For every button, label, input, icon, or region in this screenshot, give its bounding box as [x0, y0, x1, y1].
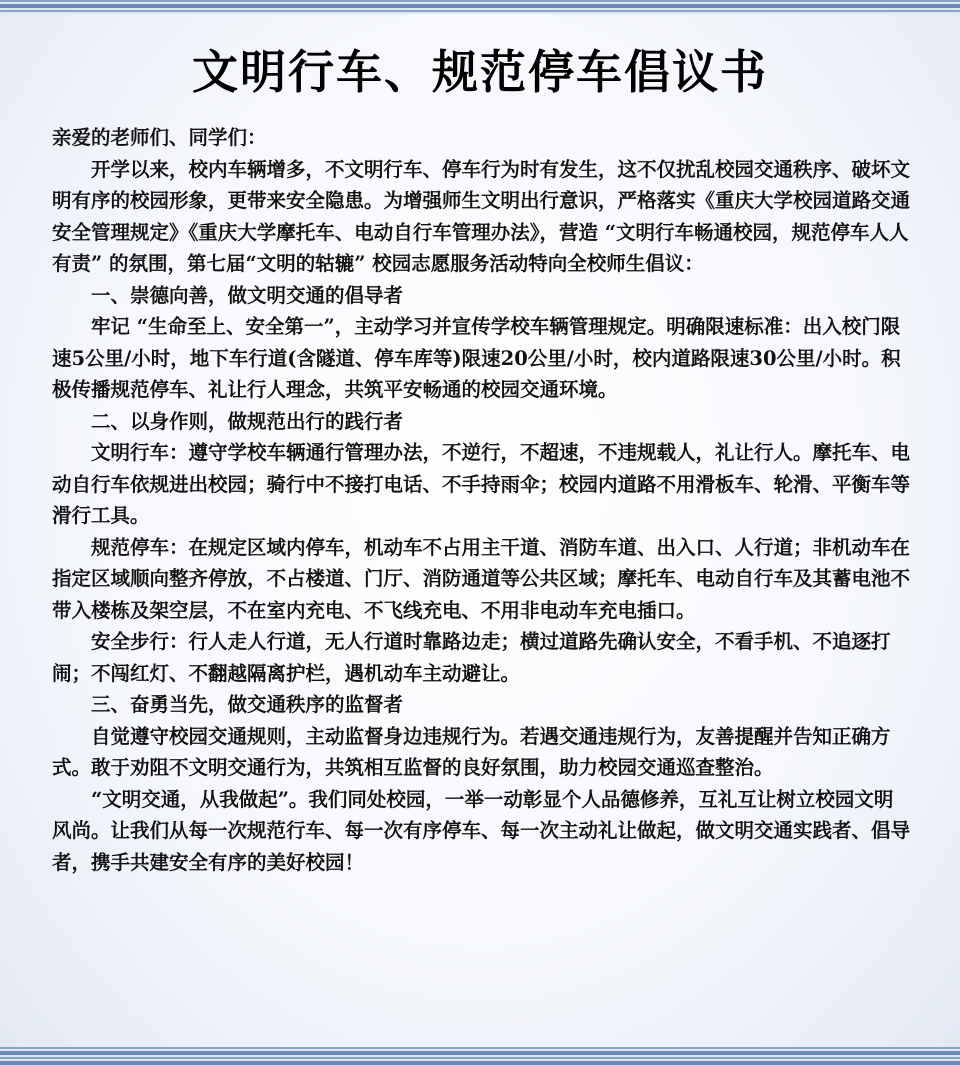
document-body [52, 122, 912, 878]
greeting: 亲爱的老师们、同学们： [52, 126, 267, 149]
section-3-paragraph-1: 自觉遵守校园交通规则，主动监督身边违规行为。若遇交通违规行为，友善提醒并告知正确方式。敢于劝阻不文明交通行为，共筑相互监督的良好氛围，助力校园交通巡查整治。 [52, 724, 891, 779]
intro-paragraph: 开学以来，校内车辆增多，不文明行车、停车行为时有发生，这不仅扰乱校园交通秩序、破坏文明有序的校园形象，更带来安全隐患。为增强师生文明出行意识，严格落实《重庆大学校园道路交通安全管理规定》《重庆大学摩托车、电动自行车管理办法》，营造 “文明行车畅通校园，规范停车人人有责” 的氛围，第七届“文明的轱辘” 校园志愿服务活动特向全校师生倡议： [52, 157, 911, 275]
section-heading-1: 一、崇德向善，做文明交通的倡导者 [91, 283, 404, 307]
section-heading-2: 二、以身作则，做规范出行的践行者 [91, 409, 404, 433]
document-title: 文明行车、规范停车倡议书 [192, 45, 768, 99]
closing-paragraph: “文明交通，从我做起”。我们同处校园，一举一动彰显个人品德修养，互礼互让树立校园文明风尚。让我们从每一次规范行车、每一次有序停车、每一次主动礼让做起，做文明交通实践者、倡导者，携手共建安全有序的美好校园！ [52, 787, 911, 874]
section-2-paragraph-3: 安全步行：行人走人行道，无人行道时靠路边走；横过道路先确认安全，不看手机、不追逐打闹；不闯红灯、不翻越隔离护栏，遇机动车主动避让。 [52, 630, 891, 685]
bottom-border [0, 1047, 960, 1065]
section-heading-3: 三、奋勇当先，做交通秩序的监督者 [91, 693, 404, 716]
section-2-paragraph-2: 规范停车：在规定区域内停车，机动车不占用主干道、消防车道、出入口、人行道；非机动车在指定区域顺向整齐停放，不占楼道、门厅、消防通道等公共区域；摩托车、电动自行车及其蓄电池不带入楼栋及架空层，不在室内充电、不飞线充电、不用非电动车充电插口。 [52, 535, 911, 622]
section-2-paragraph-1: 文明行车：遵守学校车辆通行管理办法，不逆行，不超速，不违规载人，礼让行人。摩托车、电动自行车依规进出校园；骑行中不接打电话、不手持雨伞；校园内道路不用滑板车、轮滑、平衡车等滑行工具。 [52, 441, 911, 527]
top-border [0, 0, 960, 14]
section-1-paragraph-1: 牢记 “生命至上、安全第一”，主动学习并宣传学校车辆管理规定。明确限速标准：出入校门限速5公里/小时，地下车行道(含隧道、停车库等)限速20公里/小时，校内道路限速30公里/小时。积极传播规范停车、礼让行人理念，共筑平安畅通的校园交通环境。 [52, 315, 901, 401]
